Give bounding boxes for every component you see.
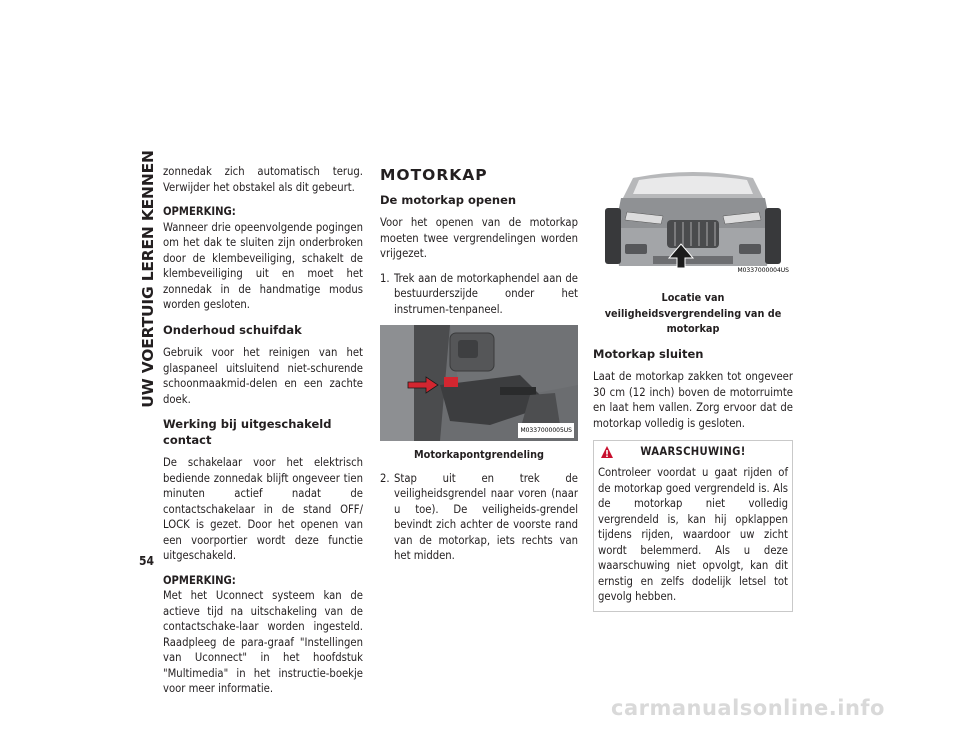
close-hood-paragraph: Laat de motorkap zakken tot ongeveer 30 cm (12 inch) boven de motorruimte en laat hem vallen. Zorg ervoor dat de motorkap volledig is gesloten.: [593, 370, 793, 430]
hood-release-photo: [380, 325, 578, 441]
step-1: [380, 271, 578, 318]
section-title: MOTORKAP: [380, 166, 488, 184]
heading-ignition-off: Werking bij uitgeschakeld contact: [163, 417, 332, 447]
heading-close-hood: Motorkap sluiten: [593, 346, 704, 361]
warning-title: WAARSCHUWING!: [640, 445, 746, 459]
image-code: M0337000005US: [518, 423, 574, 439]
step-number: 1.: [380, 271, 390, 285]
note-text: Met het Uconnect systeem kan de actieve tijd na uitschakeling van de contactschake-laar worden ingesteld. Raadpleeg de para-graaf "Instellingen van Uconnect" in het hoofdstuk "Multimedia" in het instructie-boekje voor meer informatie.: [163, 589, 363, 695]
steps-list-continued: [380, 471, 578, 564]
step-2: [380, 471, 578, 564]
open-hood-intro: Voor het openen van de motorkap moeten twee vergrendelingen worden vrijgezet.: [380, 216, 578, 260]
page-number: 54: [139, 554, 155, 568]
note-label: OPMERKING:: [163, 573, 236, 587]
column-1: [163, 164, 363, 706]
image-code: M0337000004US: [737, 266, 789, 274]
column-2: [380, 168, 578, 572]
note-text: Wanneer drie opeenvolgende pogingen om het dak te sluiten zijn onderbroken door de klembeveiliging, schakelt de klembeveiliging uit en moet het zonnedak in de handmatige modus worden gesloten.: [163, 220, 363, 311]
step-text: Stap uit en trek de veiligheidsgrendel naar voren (naar u toe). De veiligheids-grendel bevindt zich achter de voorste rand van de motorkap, iets rechts van het midden.: [394, 471, 578, 562]
heading-sunroof-maintenance: Onderhoud schuifdak: [163, 322, 302, 337]
step-number: 2.: [380, 471, 390, 485]
watermark-logo: carmanualsonline.info: [611, 696, 885, 720]
steps-list: [380, 271, 578, 318]
image-caption: Locatie van veiligheidsvergrendeling van de motorkap: [604, 291, 782, 335]
warning-icon: [600, 445, 614, 459]
ignition-off-paragraph: De schakelaar voor het elektrisch bediende zonnedak blijft ongeveer tien minuten actief nadat de contactschakelaar in de stand OFF/ LOCK is gezet. Door het openen van een voorportier wordt deze functie uitgeschakeld.: [163, 456, 363, 562]
column-3: [593, 176, 793, 612]
warning-box: [593, 440, 793, 612]
hood-latch-location-photo: [593, 168, 793, 284]
heading-open-hood: De motorkap openen: [380, 192, 517, 207]
note-2: [163, 573, 363, 697]
step-text: Trek aan de motorkaphendel aan de bestuurderszijde onder het instrumen-tenpaneel.: [394, 271, 578, 316]
warning-header: [594, 441, 792, 463]
maintenance-paragraph: Gebruik voor het reinigen van het glaspaneel uitsluitend niet-schurende schoonmaakmid-delen en een zachte doek.: [163, 346, 363, 406]
section-tab-label: UW VOERTUIG LEREN KENNEN: [139, 150, 158, 408]
warning-text: Controleer voordat u gaat rijden of de motorkap goed vergrendeld is. Als de motorkap niet volledig vergrendeld is, kan hij opklappen tijdens rijden, waardoor uw zicht wordt belemmerd. Als u deze waarschuwing niet opvolgt, kan dit ernstig en zelfs dodelijk letsel tot gevolg hebben.: [598, 466, 788, 603]
section-tab: [136, 150, 160, 408]
note-1: [163, 204, 363, 313]
intro-paragraph: zonnedak zich automatisch terug. Verwijder het obstakel als dit gebeurt.: [163, 165, 363, 194]
note-label: OPMERKING:: [163, 205, 236, 218]
image-caption: Motorkapontgrendeling: [414, 448, 544, 461]
